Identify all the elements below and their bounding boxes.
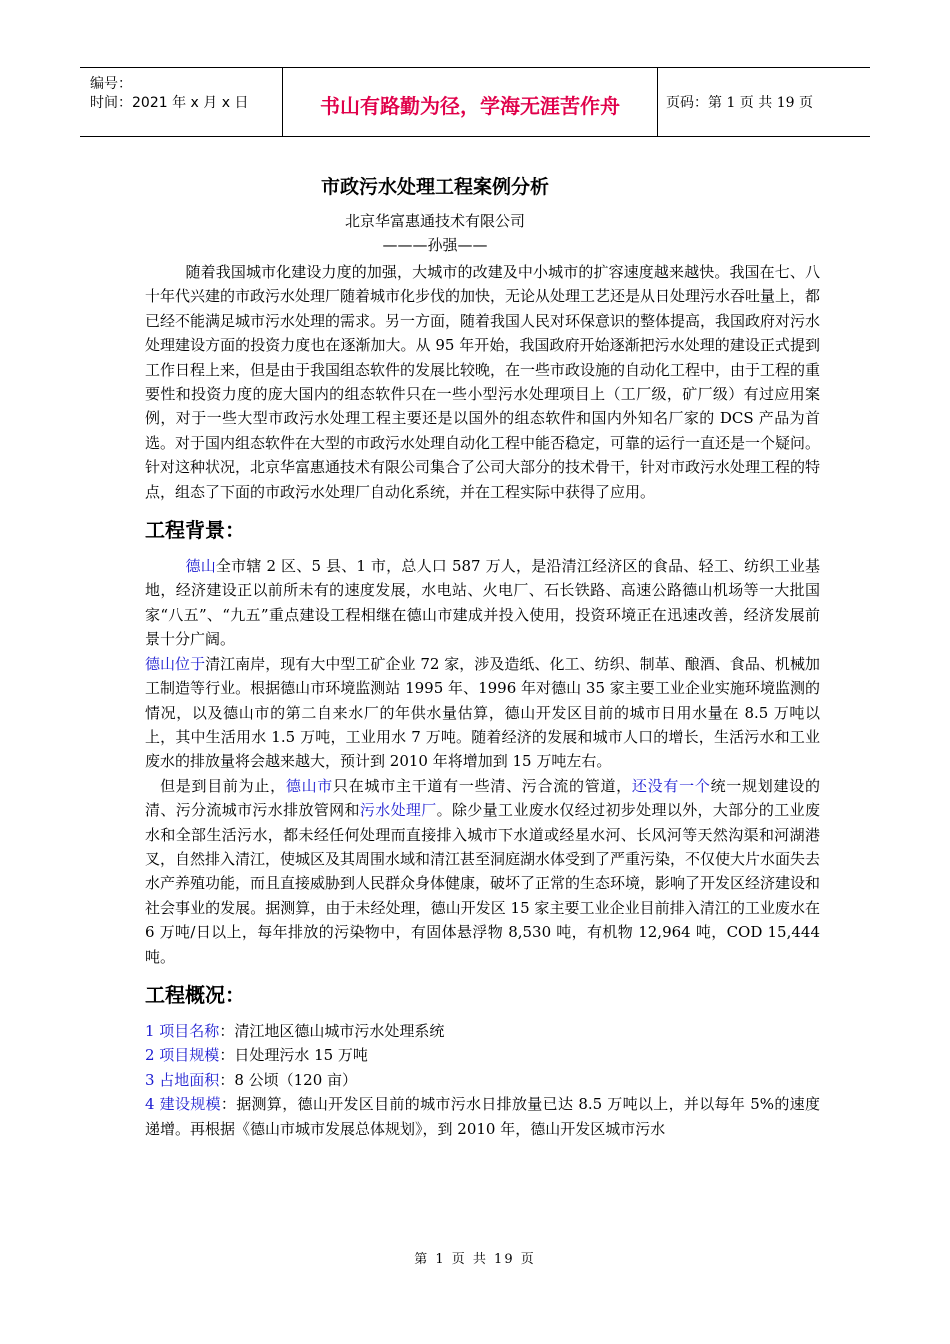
overview-item [145, 1068, 820, 1092]
document-body [145, 260, 820, 1141]
background-paragraph-1 [145, 554, 820, 652]
background-paragraph-2 [145, 652, 820, 774]
document-title: 市政污水处理工程案例分析 [320, 176, 549, 198]
overview-item [145, 1092, 820, 1141]
section-heading-background: 工程背景： [145, 518, 245, 543]
header-meta-cell [80, 68, 283, 136]
header-page-cell [658, 68, 870, 136]
item-label-link[interactable]: 1 项目名称 [145, 1021, 220, 1040]
paragraph-text: 。除少量工业废水仅经过初步处理以外，大部分的工业废水和全部生活污水，都未经任何处理而直接排入城市下水道或经星水河、长风河等天然沟渠和河湖港叉，自然排入清江，使城区及其周围水域和清江甚至洞庭湖水体受到了严重污染，不仅使大片水面失去水产养殖功能，而且直接威胁到人民群众身体健康，破坏了正常的生态环境，影响了开发区经济建设和社会事业的发展。据测算，由于未经处理，德山开发区 15 家主要工业企业目前排入清江的工业废水在 6 万吨/日以上，每年排放的污染物中，有固体悬浮物 8,530 吨，有机物 12,964 吨，COD 15,444 吨。 [145, 801, 821, 966]
item-label-link[interactable]: 4 建设规模 [145, 1095, 221, 1114]
page-footer: 第 1 页 共 19 页 [414, 1252, 536, 1267]
number-label: 编号： [90, 76, 132, 92]
item-text: ：据测算，德山开发区目前的城市污水日排放量已达 8.5 万吨以上，并以每年 5%的速度递增。再根据《德山市城市发展总体规划》，到 2010 年，德山开发区城市污水 [145, 1095, 821, 1138]
item-text: ：8 公顷（120 亩） [219, 1070, 358, 1089]
header-motto-cell [283, 68, 658, 136]
item-text: ：清江地区德山城市污水处理系统 [219, 1021, 445, 1040]
overview-item [145, 1043, 820, 1067]
item-text: ：日处理污水 15 万吨 [219, 1046, 368, 1065]
link-deshan[interactable]: 德山 [185, 557, 216, 576]
paragraph-text: 清江南岸，现有大中型工矿企业 72 家，涉及造纸、化工、纺织、制革、酿酒、食品、机械加工制造等行业。根据德山市环境监测站 1995 年、1996 年对德山 35 家主要工业企业实施环境监测的情况，以及德山市的第二自来水厂的年供水量估算，德山开发区目前的城市日用水量在 8.5 万吨以上，其中生活用水 1.5 万吨，工业用水 7 万吨。随着经济的发展和城市人口的增长，生活污水和工业废水的排放量将会越来越大，预计到 2010 年将增加到 15 万吨左右。 [145, 654, 820, 771]
motto: 书山有路勤为径，学海无涯苦作舟 [320, 94, 620, 118]
section-heading-overview: 工程概况： [145, 982, 245, 1007]
overview-item [145, 1019, 820, 1043]
paragraph-text: 全市辖 2 区、5 县、1 市，总人口 587 万人，是沿清江经济区的食品、轻工、纺织工业基地，经济建设正以前所未有的速度发展，水电站、火电厂、石长铁路、高速公路德山机场等一大批国家“八五”、“九五”重点建设工程相继在德山市建成并投入使用，投资环境正在迅速改善，经济发展前景十分广阔。 [145, 557, 820, 649]
paragraph-text: 但是到目前为止， [160, 776, 286, 795]
item-label-link[interactable]: 3 占地面积 [145, 1070, 220, 1089]
paragraph-text: 统一规划建设的清、污分流城市污水排放管网和 [145, 776, 820, 820]
link-deshan-location[interactable]: 德山位于 [145, 654, 206, 673]
time-label: 时间：2021 年 x 月 x 日 [90, 95, 249, 111]
paragraph-text: 只在城市主干道有一些清、污合流的管道， [333, 776, 632, 795]
link-not-yet[interactable]: 还没有一个 [631, 776, 711, 795]
page-header [80, 67, 870, 137]
author-line: ———孙强—— [382, 236, 488, 254]
company-name: 北京华富惠通技术有限公司 [344, 212, 525, 230]
link-sewage-plant[interactable]: 污水处理厂 [359, 801, 437, 820]
link-deshan-city[interactable]: 德山市 [285, 776, 334, 795]
background-paragraph-3 [145, 774, 820, 969]
item-label-link[interactable]: 2 项目规模 [145, 1046, 220, 1065]
page-info: 页码：第 1 页 共 19 页 [666, 95, 813, 111]
intro-paragraph: 随着我国城市化建设力度的加强，大城市的改建及中小城市的扩容速度越来越快。我国在七、八十年代兴建的市政污水处理厂随着城市化步伐的加快，无论从处理工艺还是从日处理污水吞吐量上，都已经不能满足城市污水处理的需求。另一方面，随着我国人民对环保意识的整体提高，我国政府对污水处理建设方面的投资力度也在逐渐加大。从 95 年开始，我国政府开始逐渐把污水处理的建设正式提到工作日程上来，但是由于我国组态软件的发展比较晚，在一些市政设施的自动化工程中，由于工程的重要性和投资力度的庞大国内的组态软件只在一些小型污水处理项目上（工厂级，矿厂级）有过应用案例，对于一些大型市政污水处理工程主要还是以国外的组态软件和国内外知名厂家的 DCS 产品为首选。对于国内组态软件在大型的市政污水处理自动化工程中能否稳定，可靠的运行一直还是一个疑问。针对这种状况，北京华富惠通技术有限公司集合了公司大部分的技术骨干，针对市政污水处理工程的特点，组态了下面的市政污水处理厂自动化系统，并在工程实际中获得了应用。 [145, 263, 821, 501]
